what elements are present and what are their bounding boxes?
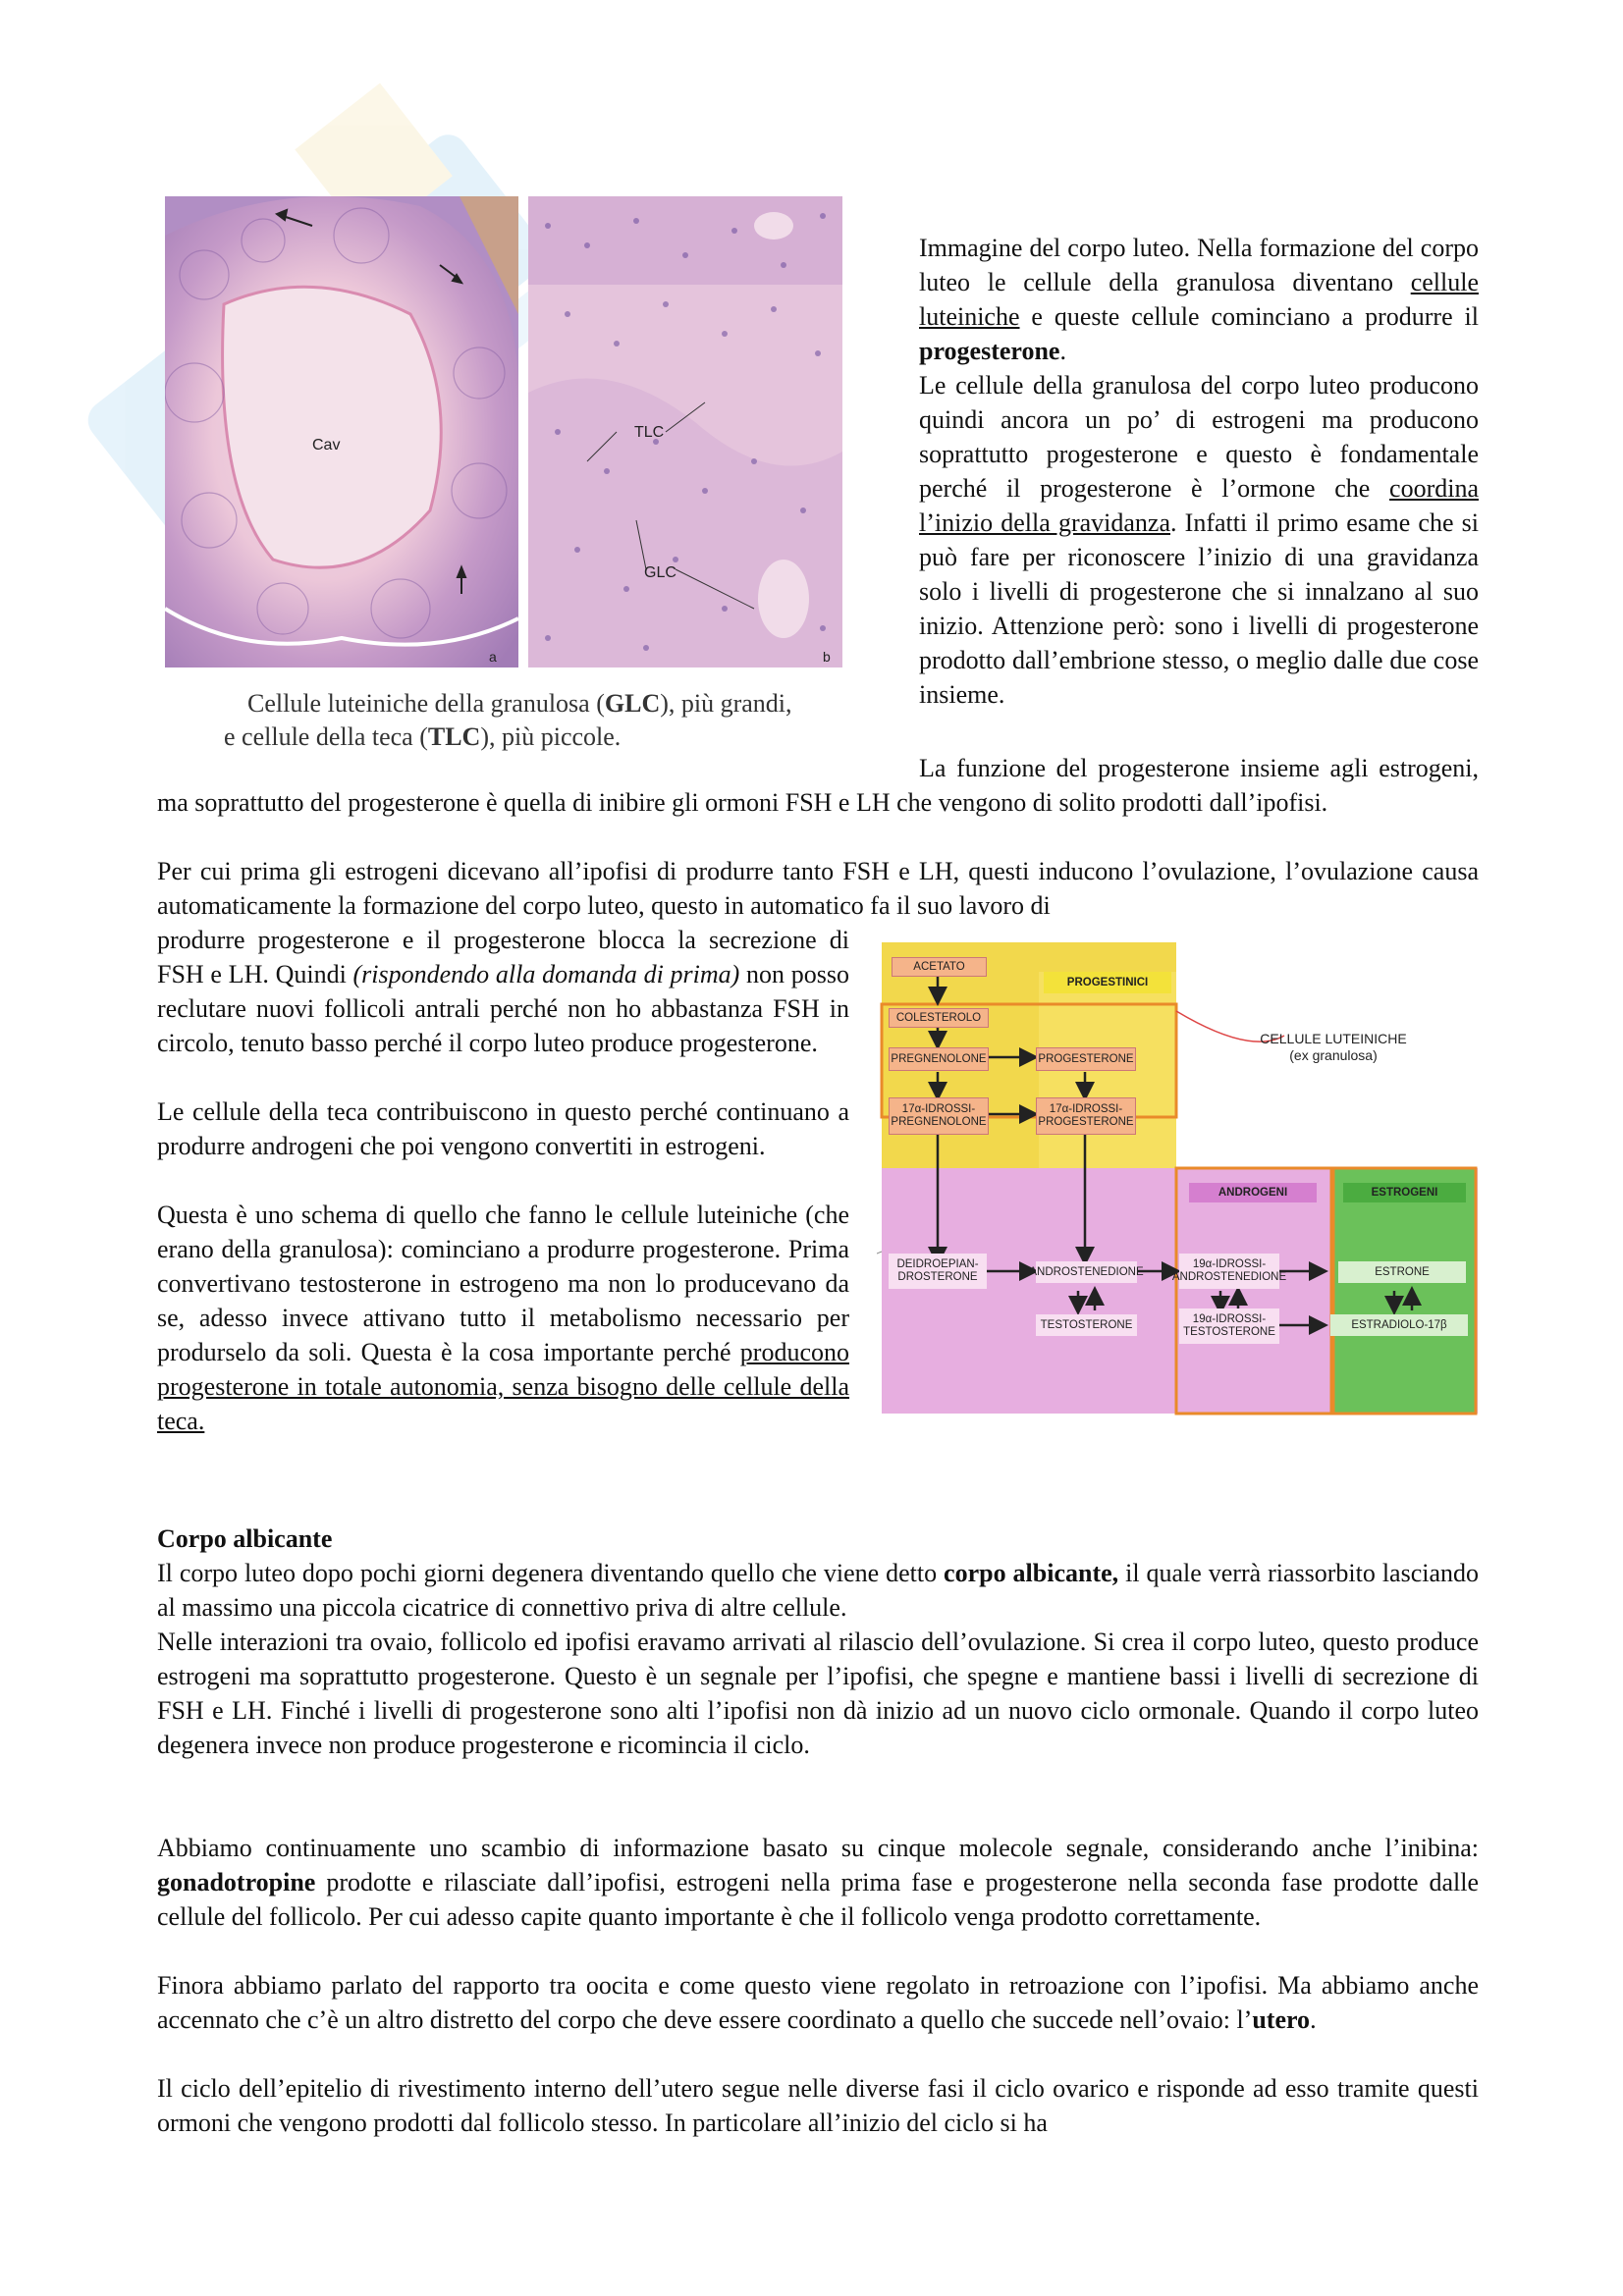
node-androgeni: ANDROGENI: [1189, 1183, 1317, 1202]
caption-line-2: e cellule della teca (TLC), più piccole.: [224, 722, 622, 751]
label-a: a: [489, 649, 497, 665]
node-19a-idrossi-androstenedione: 19α-IDROSSI- ANDROSTENEDIONE: [1179, 1254, 1279, 1289]
label-glc: GLC: [644, 564, 676, 581]
node-estrogeni: ESTROGENI: [1343, 1183, 1466, 1202]
node-17a-idrossi-progesterone: 17α-IDROSSI- PROGESTERONE: [1036, 1097, 1136, 1135]
paragraph-schema: Questa è uno schema di quello che fanno le cellule luteiniche (che erano della granulosa): cominciano a produrre progesterone. Prima convertivano testosterone in estrogeno ma non lo producevano da se, adesso invece attivano tutto il metabolismo necessario per produrselo da soli. Questa è la cosa importante perché producono progesterone in totale autonomia, senza bisogno delle cellule della teca.: [157, 1201, 849, 1435]
node-17a-idrossi-pregnenolone: 17α-IDROSSI- PREGNENOLONE: [889, 1097, 989, 1135]
node-androstenedione: ANDROSTENEDIONE: [1036, 1261, 1137, 1283]
paragraph-blocca-fsh: produrre progesterone e il progesterone blocca la secrezione di FSH e LH. Quindi (rispondendo alla domanda di prima) non posso reclutare nuovi follicoli antrali perché non ho abbastanza FSH in circolo, tenuto basso perché il corpo luteo produce progesterone.: [157, 926, 849, 1057]
node-19a-idrossi-testosterone: 19α-IDROSSI- TESTOSTERONE: [1179, 1308, 1279, 1344]
steroidogenesis-diagram: [877, 937, 1478, 1418]
label-tlc: TLC: [634, 424, 665, 441]
paragraph-funzione-progesterone: La funzione del progesterone insieme agli estrogeni, ma soprattutto del progesterone è quella di inibire gli ormoni FSH e LH che vengono di solito prodotti dall’ipofisi.: [157, 754, 1479, 817]
paragraph-ciclo-epitelio: Il ciclo dell’epitelio di rivestimento interno dell’utero segue nelle diverse fasi il ciclo ovarico e risponde ad esso tramite questi ormoni che vengono prodotti dal follicolo stesso. In particolare all’inizio del ciclo si ha: [157, 2074, 1479, 2137]
node-pregnenolone: PREGNENOLONE: [889, 1047, 989, 1071]
label-b: b: [823, 649, 831, 665]
corpus-luteum-figure: [165, 196, 842, 761]
section-title-corpo-albicante: Corpo albicante: [157, 1524, 333, 1553]
paragraph-ovulazione: Per cui prima gli estrogeni dicevano all’ipofisi di produrre tanto FSH e LH, questi inducono l’ovulazione, l’ovulazione causa automaticamente la formazione del corpo luteo, questo in automatico fa il suo lavoro di: [157, 857, 1479, 920]
micrograph-a: [165, 196, 518, 667]
paragraph-utero: Finora abbiamo parlato del rapporto tra oocita e come questo viene regolato in retroazione con l’ipofisi. Ma abbiamo anche accennato che c’è un altro distretto del corpo che deve essere coordinato a quello che succede nell’ovaio: l’utero.: [157, 1971, 1479, 2034]
node-testosterone: TESTOSTERONE: [1036, 1314, 1137, 1336]
node-progestinici: PROGESTINICI: [1044, 972, 1171, 993]
paragraph-corpo-albicante: Il corpo luteo dopo pochi giorni degenera diventando quello che viene detto corpo albicante, il quale verrà riassorbito lasciando al massimo una piccola cicatrice di connettivo priva di altre cellule.: [157, 1559, 1480, 1622]
node-deidroepiandrosterone: DEIDROEPIAN- DROSTERONE: [889, 1254, 987, 1289]
paragraph-teca: Le cellule della teca contribuiscono in questo perché continuano a produrre androgeni che poi vengono convertiti in estrogeni.: [157, 1097, 849, 1160]
node-estradiolo: ESTRADIOLO-17β: [1330, 1314, 1468, 1336]
paragraph-granulosa: Le cellule della granulosa del corpo luteo producono quindi ancora un po’ di estrogeni ma producono soprattutto progesterone e questo è fondamentale perché il progesterone è l’ormone che coordina l’inizio della gravidanza. Infatti il primo esame che si può fare per riconoscere l’inizio di una gravidanza solo i livelli di progesterone che si innalzano al suo inizio. Attenzione però: sono i livelli di progesterone prodotto dall’embrione stesso, o meglio dalle due cose insieme.: [919, 371, 1479, 709]
node-progesterone: PROGESTERONE: [1036, 1047, 1136, 1071]
node-acetato: ACETATO: [892, 957, 987, 977]
label-cellule-luteiniche: CELLULE LUTEINICHE: [1260, 1030, 1407, 1046]
paragraph-corpo-luteo: Immagine del corpo luteo. Nella formazione del corpo luteo le cellule della granulosa diventano cellule luteiniche e queste cellule cominciano a produrre il progesterone.: [919, 234, 1479, 365]
paragraph-molecole-segnale: Abbiamo continuamente uno scambio di informazione basato su cinque molecole segnale, considerando anche l’inibina: gonadotropine prodotte e rilasciate dall’ipofisi, estrogeni nella prima fase e progesterone nella seconda fase prodotte dalle cellule del follicolo. Per cui adesso capite quanto importante è che il follicolo venga prodotto correttamente.: [157, 1834, 1479, 1931]
node-colesterolo: COLESTEROLO: [889, 1008, 989, 1028]
micrograph-b: [528, 196, 842, 667]
figure1-caption: [224, 687, 792, 754]
caption-line-1: Cellule luteiniche della granulosa (GLC), più grandi,: [247, 689, 792, 718]
paragraph-interazioni: Nelle interazioni tra ovaio, follicolo ed ipofisi eravamo arrivati al rilascio dell’ovulazione. Si crea il corpo luteo, questo produce estrogeni ma soprattutto progesterone. Questo è un segnale per l’ipofisi, che spegne e mantiene bassi i livelli di secrezione di FSH e LH. Finché i livelli di progesterone sono alti l’ipofisi non dà inizio ad un nuovo ciclo ormonale. Quando il corpo luteo degenera invece non produce progesterone e ricomincia il ciclo.: [157, 1628, 1479, 1759]
label-ex-granulosa: (ex granulosa): [1289, 1046, 1378, 1063]
label-cav: Cav: [312, 437, 341, 454]
node-estrone: ESTRONE: [1338, 1261, 1466, 1283]
